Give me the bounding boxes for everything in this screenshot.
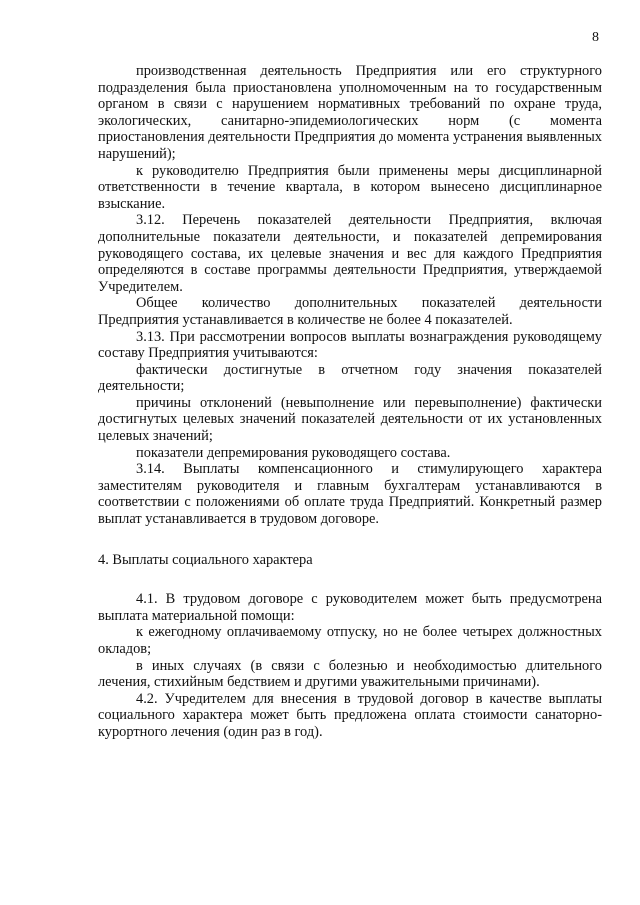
page-number: 8 — [592, 30, 599, 45]
paragraph-3-14: 3.14. Выплаты компенсационного и стимулирующего характера заместителям руководителя и главным бухгалтерам устанавливаются в соответствии с положениями об оплате труда Предприятий. Конкретный размер выплат устанавливается в трудовом договоре. — [98, 461, 602, 528]
paragraph-4-1: 4.1. В трудовом договоре с руководителем может быть предусмотрена выплата материальной помощи: — [98, 591, 602, 624]
paragraph-production-suspended: производственная деятельность Предприятия или его структурного подразделения была приостановлена уполномоченным на то государственным органом в связи с нарушением нормативных требований по охране труда, экологических, санитарно-эпидемиологических норм (с момента приостановления деятельности Предприятия до момента устранения выявленных нарушений); — [98, 63, 602, 162]
paragraph-disciplinary-measures: к руководителю Предприятия были применены меры дисциплинарной ответственности в течение квартала, в котором вынесено дисциплинарное взыскание. — [98, 162, 602, 212]
document-body — [98, 63, 602, 741]
paragraph-3-12: 3.12. Перечень показателей деятельности Предприятия, включая дополнительные показатели деятельности, и показателей депремирования руководящего состава, их целевые значения и вес для каждого Предприятия определяются в составе программы деятельности Предприятия, утверждаемой Учредителем. — [98, 212, 602, 295]
list-item-depremium-indicators: показатели депремирования руководящего состава. — [136, 444, 451, 461]
list-item-annual-leave: к ежегодному оплачиваемому отпуску, но не более четырех должностных окладов; — [98, 624, 602, 657]
paragraph-3-13: 3.13. При рассмотрении вопросов выплаты вознаграждения руководящему составу Предприятия учитываются: — [98, 328, 602, 362]
list-item-actual-values: фактически достигнутые в отчетном году значения показателей деятельности; — [98, 361, 602, 395]
list-item-deviation-reasons: причины отклонений (невыполнение или перевыполнение) фактически достигнутых целевых значений показателей деятельности от их установленных целевых значений; — [98, 394, 602, 445]
list-item-other-cases: в иных случаях (в связи с болезнью и необходимостью длительного лечения, стихийным бедствием и другими уважительными причинами). — [98, 657, 602, 691]
section-heading: 4. Выплаты социального характера — [98, 551, 313, 568]
paragraph-4-2: 4.2. Учредителем для внесения в трудовой договор в качестве выплаты социального характера может быть предложена оплата стоимости санаторно-курортного лечения (один раз в год). — [98, 690, 602, 740]
paragraph-additional-indicators-count: Общее количество дополнительных показателей деятельности Предприятия устанавливается в количестве не более 4 показателей. — [98, 295, 602, 328]
